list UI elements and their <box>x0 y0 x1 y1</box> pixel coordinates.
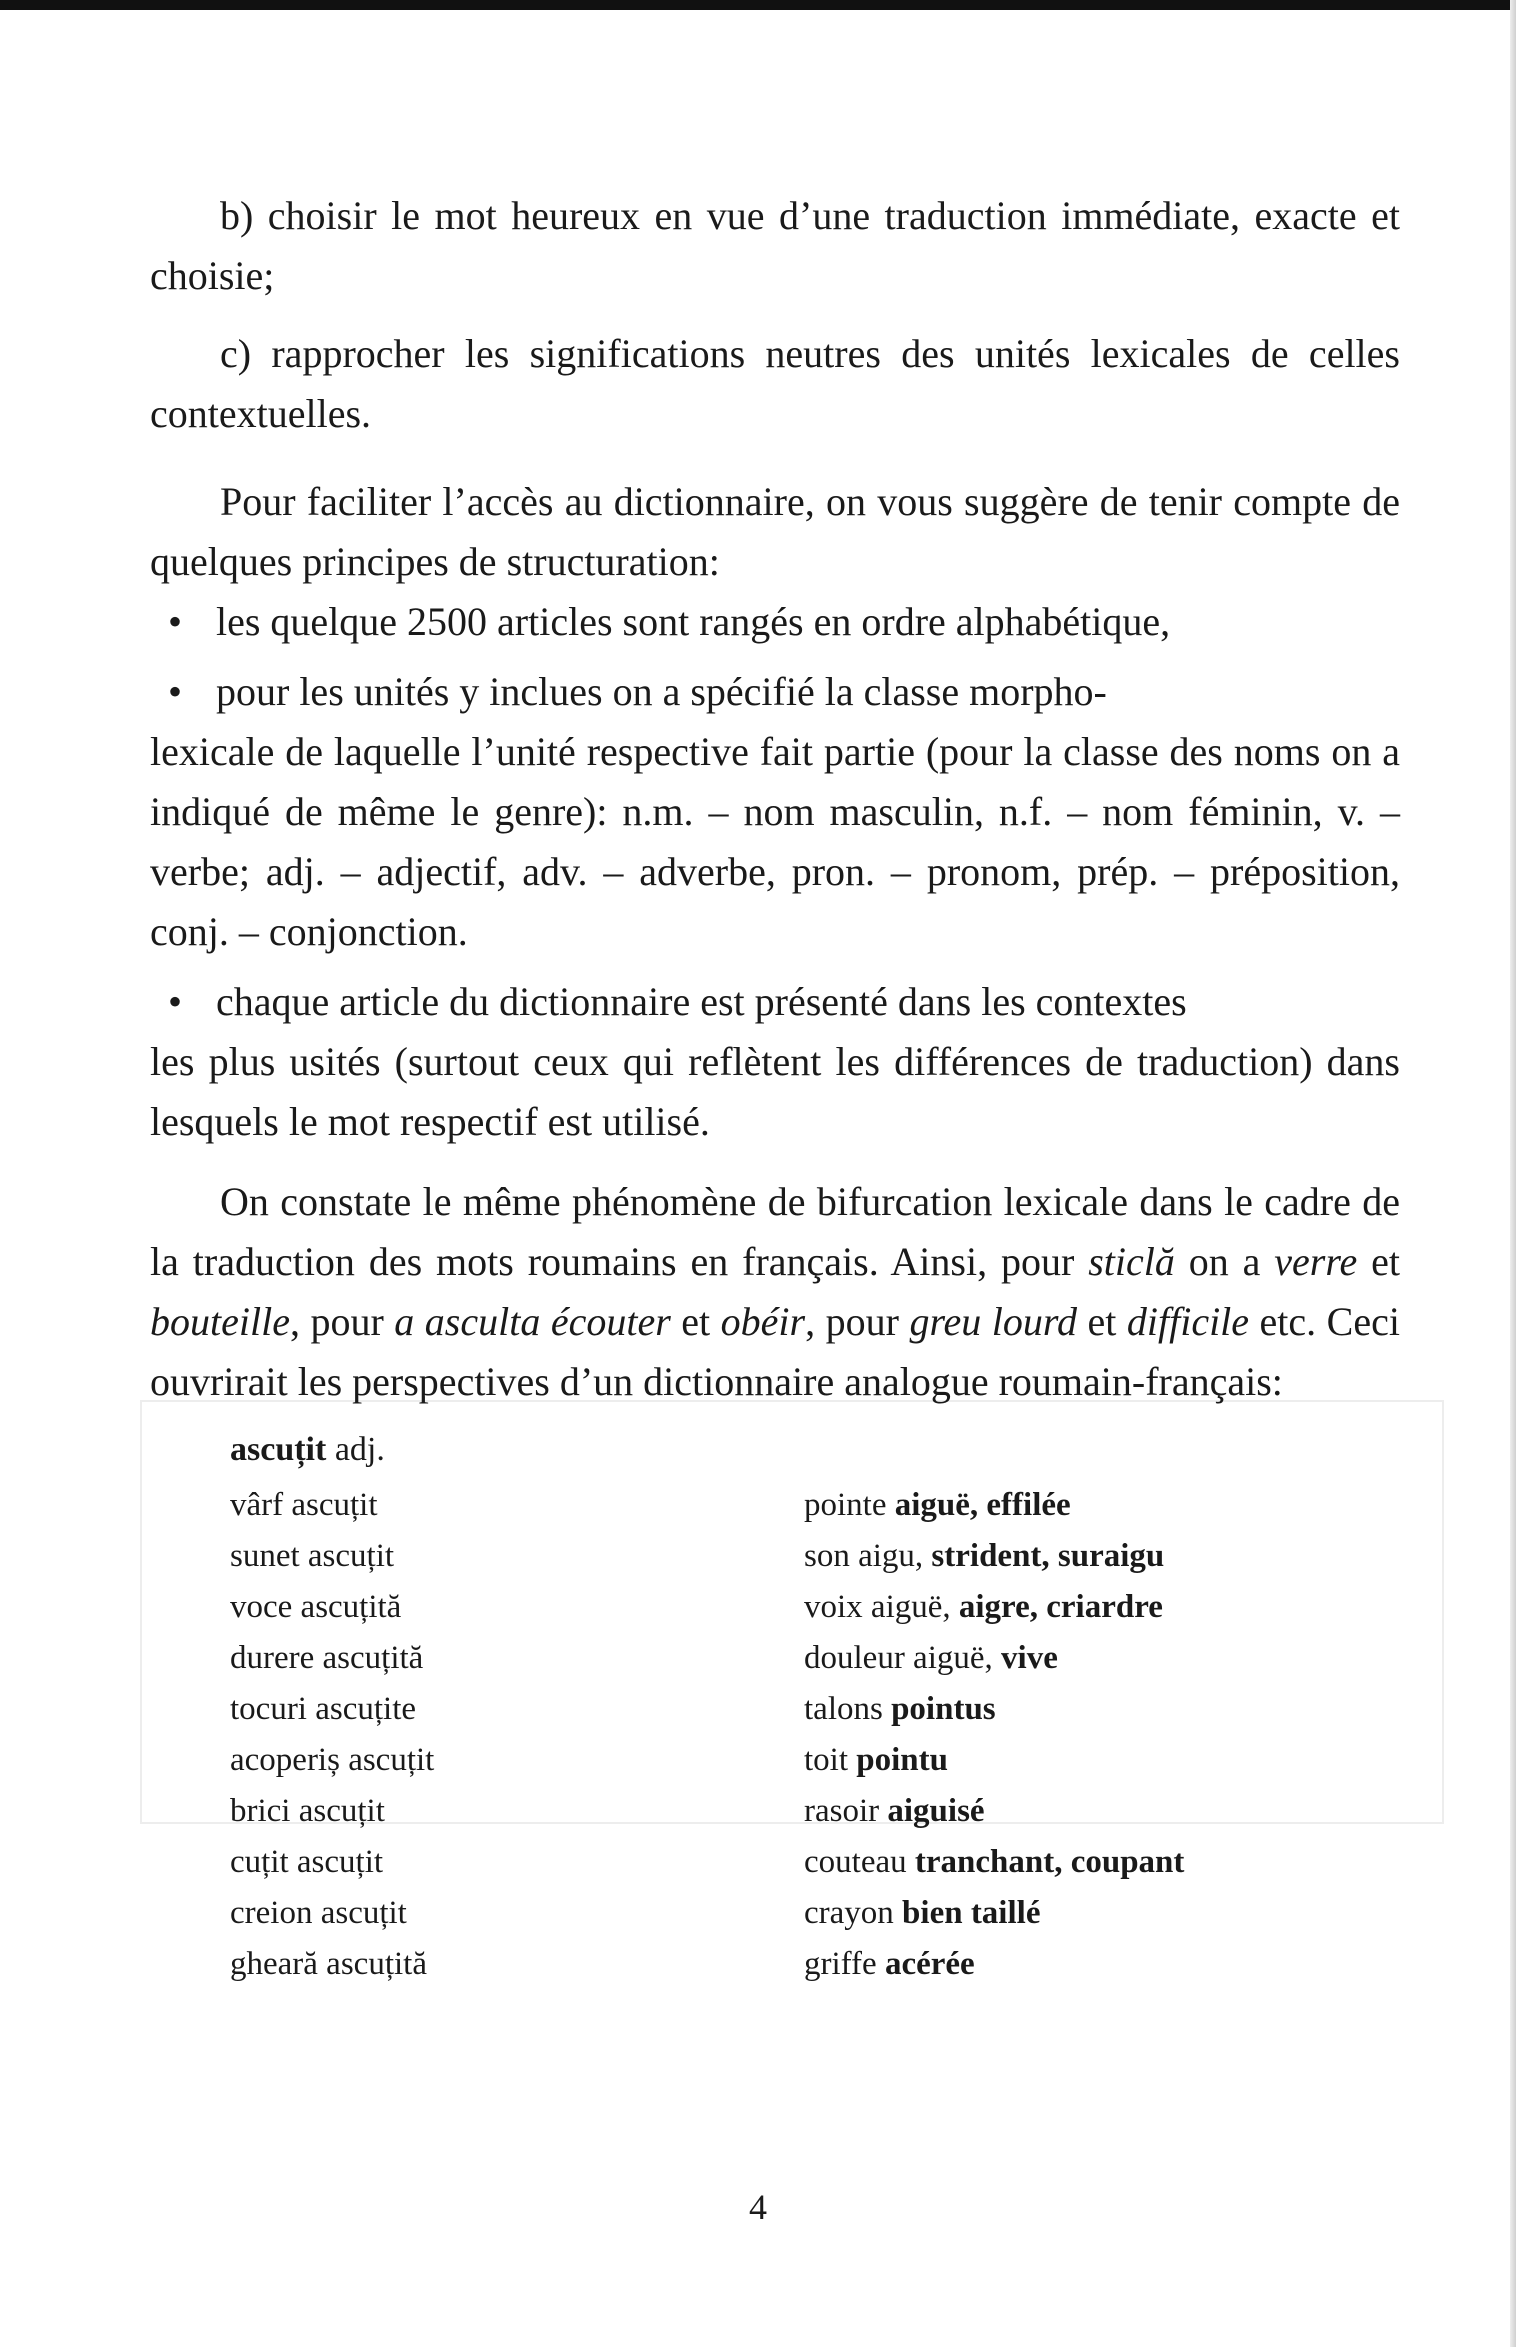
example-word: difficile <box>1126 1299 1250 1344</box>
entry-headword: ascuțit <box>230 1431 327 1468</box>
scan-top-edge <box>0 0 1516 10</box>
french-translation: voix aiguë, aigre, criardre <box>804 1589 1163 1625</box>
example-word: verre <box>1274 1239 1358 1284</box>
romanian-phrase: voce ascuțită <box>230 1589 402 1625</box>
translation-pairs <box>230 1480 1400 1990</box>
translation-pair <box>230 1786 1400 1837</box>
translation-emphasis: bien taillé <box>902 1895 1041 1931</box>
bullet-3-continuation: les plus usités (surtout ceux qui reflètent les différences de traduction) dans lesquels le mot respectif est utilisé. <box>150 1039 1400 1144</box>
translation-pair <box>230 1531 1400 1582</box>
translation-pair <box>230 1684 1400 1735</box>
translation-pair <box>230 1939 1400 1990</box>
romanian-phrase: creion ascuțit <box>230 1895 407 1931</box>
paragraph-b: b) choisir le mot heureux en vue d’une traduction immédiate, exacte et choisie; <box>150 193 1400 298</box>
french-translation: couteau tranchant, coupant <box>804 1844 1185 1880</box>
bullet-2-first-line: pour les unités y inclues on a spécifié la classe morpho- <box>216 669 1107 714</box>
french-translation: talons pointus <box>804 1691 996 1727</box>
paragraph-structure-intro: Pour faciliter l’accès au dictionnaire, on vous suggère de tenir compte de quelques principes de structuration: <box>150 479 1400 584</box>
bullet-1-text: les quelque 2500 articles sont rangés en ordre alphabétique, <box>216 599 1171 644</box>
translation-pair <box>230 1480 1400 1531</box>
translation-pair <box>230 1582 1400 1633</box>
example-word: sticlă <box>1088 1239 1175 1284</box>
dictionary-entry-head <box>230 1424 1400 1476</box>
translation-emphasis: strident, suraigu <box>931 1538 1165 1574</box>
french-translation: rasoir aiguisé <box>804 1793 985 1829</box>
romanian-phrase: vârf ascuțit <box>230 1487 378 1523</box>
paragraph-bifurcation: On constate le même phénomène de bifurcation lexicale dans le cadre de la traduction des mots roumains en français. Ainsi, pour sticlă on a verre et bouteille, pour a asculta écouter et obéir, pour greu lourd et difficile etc. Ceci ouvrirait les perspectives d’un dictionnaire analogue roumain-français: <box>150 1179 1400 1404</box>
page-body <box>150 186 1400 1990</box>
romanian-phrase: durere ascuțită <box>230 1640 424 1676</box>
paragraph-c: c) rapprocher les significations neutres des unités lexicales de celles contextuelles. <box>150 331 1400 436</box>
translation-emphasis: tranchant, coupant <box>914 1844 1185 1880</box>
translation-emphasis: aigre, criardre <box>958 1589 1163 1625</box>
french-translation: crayon bien taillé <box>804 1895 1041 1931</box>
french-translation: son aigu, strident, suraigu <box>804 1538 1165 1574</box>
romanian-phrase: acoperiș ascuțit <box>230 1742 435 1778</box>
french-translation: griffe acérée <box>804 1946 975 1982</box>
french-translation: pointe aiguë, effilée <box>804 1487 1071 1523</box>
bullet-item-2 <box>150 662 1400 722</box>
translation-emphasis: aiguë, effilée <box>894 1487 1071 1523</box>
translation-emphasis: pointus <box>891 1691 996 1727</box>
french-translation: toit pointu <box>804 1742 948 1778</box>
example-word: obéir <box>720 1299 806 1344</box>
romanian-phrase: gheară ascuțită <box>230 1946 427 1982</box>
romanian-phrase: brici ascuțit <box>230 1793 385 1829</box>
romanian-phrase: tocuri ascuțite <box>230 1691 417 1727</box>
translation-pair <box>230 1633 1400 1684</box>
translation-emphasis: vive <box>1001 1640 1058 1676</box>
bullet-3-first-line: chaque article du dictionnaire est présenté dans les contextes <box>216 979 1187 1024</box>
french-translation: douleur aiguë, vive <box>804 1640 1058 1676</box>
example-word: a asculta écouter <box>394 1299 671 1344</box>
bullet-dot: • <box>168 669 183 714</box>
translation-pair <box>230 1837 1400 1888</box>
example-word: greu lourd <box>909 1299 1077 1344</box>
translation-pair <box>230 1888 1400 1939</box>
romanian-phrase: sunet ascuțit <box>230 1538 395 1574</box>
example-word: bouteille <box>150 1299 290 1344</box>
bullet-item-1 <box>150 592 1400 652</box>
scan-right-edge <box>1510 0 1516 2347</box>
translation-emphasis: acérée <box>884 1946 975 1982</box>
translation-emphasis: pointu <box>856 1742 948 1778</box>
bullet-dot: • <box>168 979 183 1024</box>
bullet-2-continuation: lexicale de laquelle l’unité respective fait partie (pour la classe des noms on a indiqué de même le genre): n.m. – nom masculin, n.f. – nom féminin, v. – verbe; adj. – adjectif, adv. – adverbe, pron. – pronom, prép. – préposition, conj. – conjonction. <box>150 729 1400 954</box>
page-number: 4 <box>749 2187 767 2227</box>
bullet-dot: • <box>168 599 183 644</box>
bullet-item-3 <box>150 972 1400 1032</box>
romanian-phrase: cuțit ascuțit <box>230 1844 384 1880</box>
entry-part-of-speech: adj. <box>334 1431 385 1468</box>
translation-emphasis: aiguisé <box>887 1793 985 1829</box>
translation-pair <box>230 1735 1400 1786</box>
